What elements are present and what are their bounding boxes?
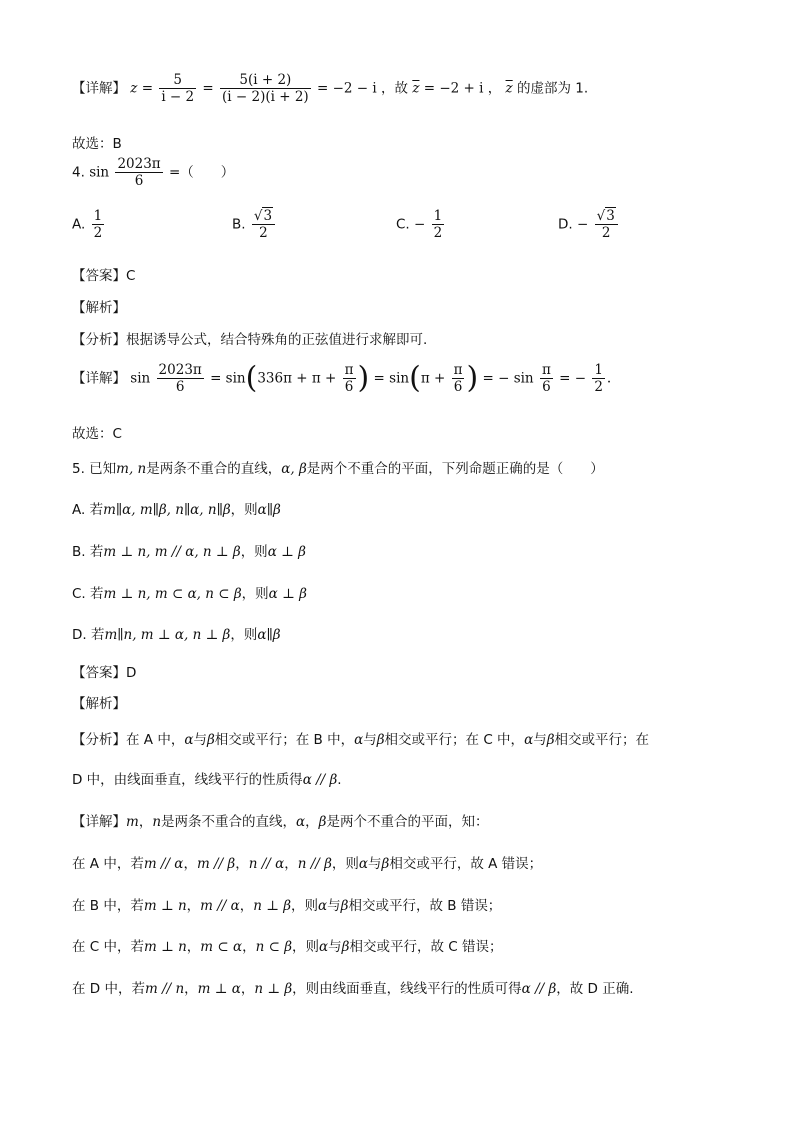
fraction: $\frac{\pi}{6}$ <box>453 362 463 395</box>
q4-stem: 4. sin $\frac{2023\pi}{6}$ =（ ） <box>72 156 235 189</box>
option-c: C. − $\frac{1}{2}$ <box>396 208 443 241</box>
option-b: B. $\frac{√3}{2}$ <box>232 208 277 241</box>
fraction: $\frac{1}{2}$ <box>594 362 603 395</box>
q5-analysis: 【解析】 <box>72 696 126 712</box>
z-conjugate: $\overline{z}$ <box>412 80 420 97</box>
fraction: $\frac{√3}{2}$ <box>252 208 275 241</box>
q5-answer: 【答案】D <box>72 665 137 681</box>
q5-detail-intro: 【详解】m，n是两条不重合的直线，α，β是两个不重合的平面，知： <box>72 814 489 830</box>
q5-detail-a: 在 A 中，若m // α，m // β，n // α，n // β，则α与β相交或平行，故 A 错误； <box>72 856 543 872</box>
question-number: 4. <box>72 164 85 181</box>
q5-fenxi-line1: 【分析】在 A 中，α与β相交或平行；在 B 中，α与β相交或平行；在 C 中，α与β相交或平行；在 <box>72 732 649 748</box>
z-equation: z = <box>130 80 154 97</box>
q5-option-b: B. 若m ⊥ n, m // α, n ⊥ β，则α ⊥ β <box>72 544 306 560</box>
fraction: $\frac{5}{i - 2}$ <box>161 72 195 105</box>
sqrt-icon: √ <box>596 208 606 224</box>
right-paren: ) <box>466 360 479 396</box>
q5-option-d: D. 若m∥n, m ⊥ α, n ⊥ β，则α∥β <box>72 627 281 643</box>
q4-fenxi: 【分析】根据诱导公式，结合特殊角的正弦值进行求解即可. <box>72 332 428 348</box>
right-paren: ) <box>357 360 370 396</box>
fraction: $\frac{2023\pi}{6}$ <box>158 362 202 395</box>
left-paren: ( <box>245 360 258 396</box>
q5-option-c: C. 若m ⊥ n, m ⊂ α, n ⊂ β，则α ⊥ β <box>72 586 307 602</box>
left-paren: ( <box>409 360 421 396</box>
fraction: $\frac{√3}{2}$ <box>595 208 618 241</box>
fraction: $\frac{\pi}{6}$ <box>344 362 354 395</box>
option-d: D. − $\frac{√3}{2}$ <box>558 208 620 241</box>
sqrt-icon: √ <box>253 208 263 224</box>
q4-detail-line: 【详解】 sin $\frac{2023\pi}{6}$ = sin(336π + π + $\frac{\pi}{6}$ ) = sin(π + $\frac{\pi}{6}$ ) = − sin $\frac{\pi}{6}$ = − $\frac{1}{2}$ . <box>72 360 612 396</box>
q5-fenxi-line2: D 中，由线面垂直，线线平行的性质得α // β. <box>72 772 342 788</box>
detail-tag: 【详解】 <box>72 80 126 97</box>
q4-options <box>0 208 794 248</box>
q5-detail-c: 在 C 中，若m ⊥ n，m ⊂ α，n ⊂ β，则α与β相交或平行，故 C 错误； <box>72 939 503 955</box>
z-conjugate: $\overline{z}$ <box>505 80 513 97</box>
fraction: $\frac{1}{2}$ <box>433 208 443 241</box>
q4-choose: 故选：C <box>72 426 122 442</box>
q5-option-a: A. 若m∥α, m∥β, n∥α, n∥β，则α∥β <box>72 502 281 518</box>
q5-stem: 5. 已知m, n是两条不重合的直线，α, β是两个不重合的平面，下列命题正确的是（ ） <box>72 461 604 477</box>
q3-detail-line: 【详解】 z = $\frac{5}{i - 2}$ = $\frac{5(i + 2)}{(i - 2)(i + 2)}$ = −2 − i ，故 $\overline{z} = -2 + i$ ， $\overline{z}$ 的虚部为 1. <box>72 72 589 105</box>
q4-answer: 【答案】C <box>72 268 136 284</box>
q3-choose: 故选：B <box>72 136 122 152</box>
option-a: A. $\frac{1}{2}$ <box>72 208 103 241</box>
q4-analysis: 【解析】 <box>72 300 126 316</box>
fraction: $\frac{2023\pi}{6}$ <box>117 156 161 189</box>
fraction: $\frac{1}{2}$ <box>93 208 103 241</box>
q5-detail-b: 在 B 中，若m ⊥ n，m // α，n ⊥ β，则α与β相交或平行，故 B 错误； <box>72 898 502 914</box>
fraction: $\frac{5(i + 2)}{(i - 2)(i + 2)}$ <box>222 72 309 105</box>
fraction: $\frac{\pi}{6}$ <box>541 362 551 395</box>
q5-detail-d: 在 D 中，若m // n，m ⊥ α，n ⊥ β，则由线面垂直，线线平行的性质可得α // β，故 D 正确. <box>72 981 634 997</box>
